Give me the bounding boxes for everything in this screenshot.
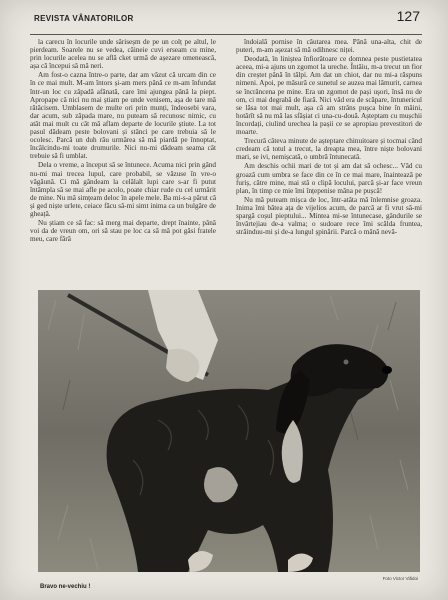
- paragraph: Am fost-o cazna între-o parte, dar am văzut că urcam din ce în ce mai mult. M-am întors și-am mers până ce m-am înfundat într-un loc cu zăpadă afânată, care îmi ajungea până la piept. Apropape că nici nu mai știam pe unde venisem, așa de tare mă rătăcisem. Umblasem de multe ori prin munți, îndeosebi vara, dar acum, sub zăpada mare, nu puteam să recunosc nimic, cu atât mai mult cu cât mă aflam departe de locurile știute. La tot pasul dădeam peste bolovani și stânci pe care trebuia să le ocolesc. Parcă un duh rău urmărea să mă piardă pe înnoptat, încâlcindu-mi toate drumurile. Nici nu-mi dădeam seama cât trebuie să fi umblat.: [30, 71, 216, 161]
- magazine-title: REVISTA VÂNATORILOR: [34, 14, 134, 23]
- paragraph: la carecu în locurile unde săriseșm de pe un colț pe altul, le pierdeam. Soarele nu se vedea, căineie cuvi erseam cu mine, prin locurile acelea nu se află cket urmă de așezare omenească, așa că începui să mă neri.: [30, 38, 216, 71]
- photo-caption: Bravo ne-vechiu !: [40, 584, 91, 590]
- dog-photo-illustration: [38, 290, 420, 572]
- right-text-column: [236, 38, 422, 286]
- left-text-column: [30, 38, 216, 286]
- paragraph: Am deschis ochii mari de tot și am dat să ochesc... Văd cu groază cum umbra se face din ce în ce mai mare, înaintează pe furiș, către mine, mai stă o clipă locului, parcă și-ar face vreun plan, în timp ce mie îmi înțepenise mâna pe pușcă!: [236, 162, 422, 195]
- photo-credit: Foto Victor Vlădoi: [382, 576, 418, 581]
- paragraph: Deodată, în liniștea înfiorătoare ce domnea peste pustietatea aceea, mi-a ajuns un zgomot la ureche. Întâiu, m-a trecut un fior din creștet până în tălpi. Am dat un chiot, dar nu mi-a răspuns nimeni. Apoi, pe măsură ce sunetul se auzea mai lămurit, carnea se încrâncena pe mine. Era un zgomot de pași uşori, însă nu de om, ci mai degrabă de fiară. Nici văd era de scăpare, întunericul se lăsa tot mai mult, așa că am strâns pușca bine în mâini, hotărît să nu mă las sfâșiat ci una-cu-două. Așteptam cu mușchii încordați, ciulind urechea la pașii ce se apropiau prevestitori de moarte.: [236, 55, 422, 137]
- paragraph: Trecură câteva minute de așteptare chinuitoare și tocmai când credeam că totul a trecut, la dreapta mea, între niște bolovani mari, se ivi, nemișcată, o umbră întunecată.: [236, 137, 422, 162]
- paragraph: îndoială pornise în căutarea mea. Până una-alta, chit de puteri, m-am așezat să mă odihnesc niței.: [236, 38, 422, 55]
- paragraph: Nu mă puteam mișca de loc, într-atâta mă înlemnise groaza. Inima îmi bătea ața de vijelios acum, de parcă ar fi vrut să-mi spargă coșul pieptului... Mintea mi-se întunecase, gândurile se învârtejiau de-a valma; o sudoare rece îmi scălda fruntea, străinduu-mi și de-a lungul șpinării. Parcă o mână nevă-: [236, 195, 422, 237]
- paragraph: Dela o vreme, a început să se întunece. Acuma nici prin gând nu-mi mai trecea lupul, care probabil, se văzuse în vre-o văgăună. Ci mă gândeam la celălalt lupi care s-ar fi putut întâmpla să se mai afle pe acolo, poate chiar rude cu cel urmărit de mine. Nu mă simțeam deloc în apele mele. Ba mi-s-a părut că și ged niște urlete, ceiace făcu să-mi simt inima ca un bulgăre de gheață.: [30, 161, 216, 218]
- dog-photo: [38, 290, 420, 572]
- paragraph: Nu știam ce să fac: să merg mai departe, drept înainte, până voi da de vreun om, ori să stau pe loc ca să mă pot găsi fratele meu, care fără: [30, 219, 216, 244]
- page-number: 127: [396, 8, 420, 24]
- page-header: [30, 8, 422, 35]
